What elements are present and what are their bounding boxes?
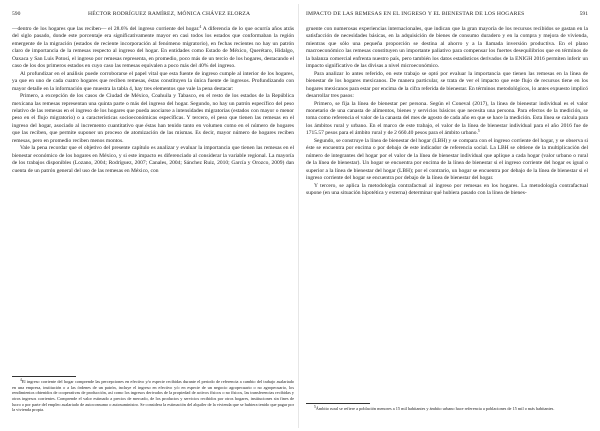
paragraph: Al profundizar en el análisis puede corroborarse el papel vital que esta fuente de ingreso cumple al interior de los hogares, ya que en uno de cada cuatro hogares que reciben remesas, éstas constituyen la única fuente de ingresos. Profundizando con mayor detalle en la información que muestra la tabla 4, hay tres elementos que vale la pena destacar:	[12, 70, 294, 92]
footnote	[306, 406, 588, 412]
footnote-marker: 4	[20, 377, 22, 382]
footnote	[12, 379, 294, 413]
footnote-reference: 5	[477, 129, 480, 134]
gutter-divider	[298, 4, 299, 428]
running-head: HÉCTOR RODRÍGUEZ RAMÍREZ, MÓNICA CHÁVEZ ELORZA	[88, 11, 251, 17]
footnote-text: Ámbito rural se refiere a población menores a 15 mil habitantes y ámbito urbano hace referencia a poblaciones de 15 mil o más habitantes.	[315, 406, 555, 411]
footnote-reference: 4	[199, 24, 202, 29]
paragraph: Primero, a excepción de los casos de Ciudad de México, Coahuila y Tabasco, en el resto de los estados de la República mexicana las remesas representan una quinta parte o más del ingreso del hogar. Segundo, no hay un patrón específico del peso relativo de las remesas en el ingreso de los hogares que pueda asociarse a intensidades migratorias (estados con mayor o menor peso en el flujo migratorio) o a características socioeconómicas específicas. Y tercero, el peso que tienen las remesas en el ingreso del hogar, asociado al incremento cuantitativo que éstas han tenido tanto en volumen como en el número de hogares que las reciben, que permite suponer un proceso de atomización de las mismas. Es decir, mayor número de hogares reciben remesas, pero en promedio reciben menos montos.	[12, 93, 294, 144]
footnote-text: El ingreso corriente del hogar comprende las percepciones en efectivo y/o especie recibidas durante el periodo de referencia a cambio del trabajo asalariado en una empresa, institución o a las órdenes de un patrón, incluye el ingreso en efectivo y/o en especie de un negocio agropecuario o no agropecuario, los rendimientos obtenidos de cooperativas de producción, así como los ingresos derivados de la propiedad de activos físicos o no físicos, las transferencias recibidas y otros ingresos corrientes. Comprende el valor estimado a precios de mercado, de los productos y servicios recibidos por otros hogares, instituciones sin fines de lucro o por parte del empleo asalariado de autoconsumo o autosuministro. Se considera la estimación del alquiler de la vivienda que se hubiera tenido que pagar por la vivienda propia.	[12, 379, 294, 413]
paragraph	[12, 26, 294, 71]
paragraph: Vale la pena recordar que el objetivo del presente capítulo es analizar y evaluar la importancia que tienen las remesas en el bienestar económico de los hogares en México, y si este impacto es diferenciado al considerar la variable regional. La mayoría de los trabajos disponibles (Lozano, 2004; Rodríguez, 2007; Canales, 2004; Sánchez Ruiz, 2010; García y Orozco, 2009) dan cuenta de un patrón general del uso de las remesas en México, con	[12, 145, 294, 174]
page-number: 591	[579, 11, 588, 17]
continued-text: —dentro de los hogares que las reciben— el 28.6% del ingreso corriente del hogar.	[12, 26, 200, 32]
paragraph-text: A diferencia de lo que ocurría años atrás del siglo pasado, donde este porcentaje era significativamente mayor en casi todos los estados que conformaban la región emergente de la migración (estados de reciente incorporación al fenómeno migratorio), en fechas recientes no hay un patrón claro de importancia de la remesas respecto al ingreso del hogar. En entidades como Estado de México, Querétaro, Hidalgo, Oaxaca y San Luis Potosí, el ingreso por remesas representa, en promedio, poco más de un tercio de los hogares, destacando el caso de los dos primeros estados en cuyo caso las remesas equivalen a poco más del 40% del ingreso.	[12, 26, 294, 70]
left-page-body	[12, 26, 294, 175]
paragraph: Para analizar lo antes referido, en este trabajo se optó por evaluar la importancia que tienen las remesas en la línea de bienestar de los hogares mexicanos. De manera particular, se trata de ver el impacto que este flujo de recursos tiene en los hogares mexicanos para estar por encima de la cifra referida de bienestar. En términos metodológicos, lo antes expuesto implicó desarrollar tres pasos:	[306, 70, 588, 100]
left-page-header	[12, 9, 294, 19]
right-page-header	[306, 9, 588, 19]
paragraph	[306, 101, 588, 138]
right-page-body	[306, 26, 588, 197]
running-head: IMPACTO DE LAS REMESAS EN EL INGRESO Y EL BIENESTAR DE LOS HOGARES	[306, 11, 525, 17]
paragraph: Segundo, se construye la línea de bienestar del hogar (LBH) y se compara con el ingreso corriente del hogar, y se observa si éste se encuentra por encima o por debajo de este indicador de referencia social. La LBH se obtiene de la multiplicación del número de integrantes del hogar por el valor de la línea de bienestar individual que aplique a cada hogar (valor urbano o rural de la línea de bienestar). Un hogar se encuentra por encima de la línea de bienestar si el ingreso corriente del hogar es igual o superior a la línea de bienestar del hogar (LBH); por el contrario, un hogar se encuentra por debajo de la línea de bienestar si el ingreso corriente del hogar se encuentra por debajo de la línea de bienestar del hogar.	[306, 137, 588, 182]
right-page	[306, 0, 588, 431]
left-page	[12, 0, 294, 431]
paragraph: gruente con numerosas experiencias internacionales, que indican que la gran mayoría de los recursos recibidos se gastan en la satisfacción de necesidades básicas, en la adquisición de bienes de consumo duradero y en la compra y mejora de vivienda, mientras que sólo una pequeña proporción se destina al ahorro y a la llamada inversión productiva. En el plano macroeconómico las remesas constituyen un importante paliativo para compensar los fuertes desequilibrios que en términos de la balanza comercial enfrenta nuestro país, pero también los datos estadísticos derivados de la ENIGH 2016 permiten inferir un impacto significativo de las divisas a nivel microeconómico.	[306, 26, 588, 70]
footnote-marker: 5	[314, 404, 316, 409]
paragraph: Y tercero, se aplica la metodología contrafactual al ingreso por remesas en los hogares. La metodología contrafactual supone (en una situación hipotética y externa) determinar qué hubiera pasado con la línea de bienes-	[306, 182, 588, 196]
page-number: 590	[12, 11, 21, 17]
paragraph-text: Primero, se fija la línea de bienestar per persona. Según el Coneval (2017), la línea de bienestar individual es el valor monetario de una canasta de alimentos, bienes y servicios básicos que necesita una persona. Para efectos de la medición, se toma como referencia el valor de la canasta del mes de agosto de cada año en que se hace la medición. Esta línea se calcula para los ámbitos rural y urbano. En el marco de este trabajo, el valor de la línea de bienestar individual para el año 2016 fue de 1715.57 pesos para el ámbito rural y de 2 660.40 pesos para el ámbito urbano.	[306, 100, 588, 137]
